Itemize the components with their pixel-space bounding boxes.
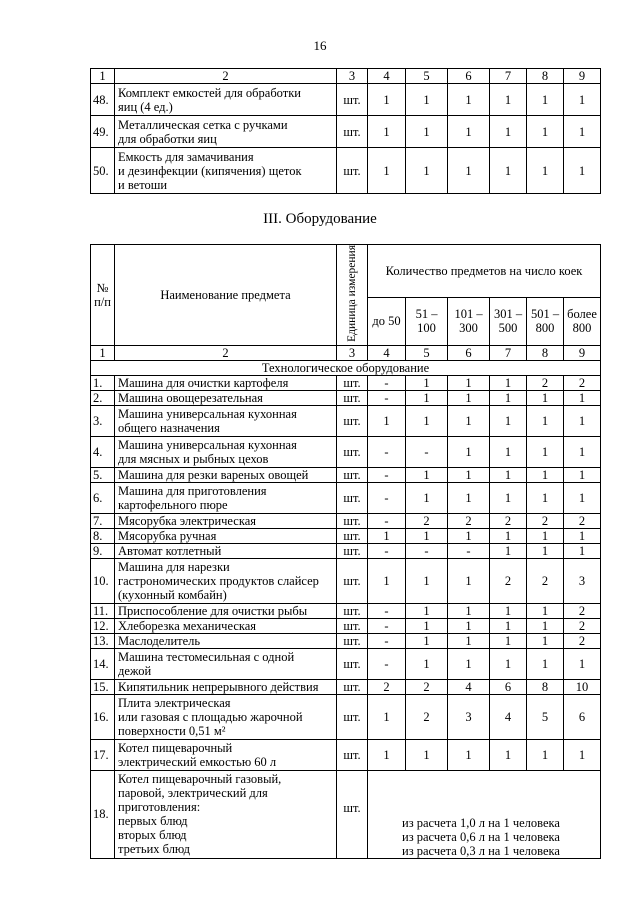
equipment-table xyxy=(90,244,601,859)
item-quantity: 1 xyxy=(448,375,490,390)
item-quantity: 6 xyxy=(490,679,527,694)
item-unit: шт. xyxy=(337,375,368,390)
continuation-table xyxy=(90,68,601,194)
item-name-line: Котел пищеварочный газовый, xyxy=(118,772,282,787)
item-quantity: 2 xyxy=(527,513,564,528)
section-title: III. Оборудование xyxy=(263,211,377,227)
column-index-cell: 7 xyxy=(490,345,527,360)
item-name-line: для обработки яиц xyxy=(118,131,217,146)
item-unit: шт. xyxy=(337,116,368,148)
item-quantity: 1 xyxy=(368,405,406,436)
item-quantity: 1 xyxy=(448,84,490,116)
item-name-line: паровой, электрический для xyxy=(118,786,268,801)
item-name-line: Приспособление для очистки рыбы xyxy=(118,603,308,618)
table-row xyxy=(91,770,601,858)
table-row xyxy=(91,618,601,633)
item-name-line: третьих блюд xyxy=(118,842,190,857)
item-quantity: 1 xyxy=(368,694,406,739)
item-quantity: 1 xyxy=(448,148,490,194)
item-quantity: 1 xyxy=(527,528,564,543)
column-index-cell: 6 xyxy=(448,69,490,84)
header-bed-range: более 800 xyxy=(564,297,601,345)
header-unit-text: Единица измерения xyxy=(346,245,358,342)
row-number: 2. xyxy=(91,390,115,405)
page-number: 16 xyxy=(313,38,327,53)
item-name xyxy=(115,513,337,528)
item-name-line: Машина для приготовления xyxy=(118,483,267,498)
item-quantity: - xyxy=(368,633,406,648)
item-quantity: 2 xyxy=(406,513,448,528)
item-unit: шт. xyxy=(337,739,368,770)
header-bed-range: 301 – 500 xyxy=(490,297,527,345)
row-number: 6. xyxy=(91,482,115,513)
table-row xyxy=(91,84,601,116)
item-quantity: 1 xyxy=(368,148,406,194)
capacity-formula: из расчета 0,3 л на 1 человека xyxy=(402,843,560,858)
item-quantity: 10 xyxy=(564,679,601,694)
item-name xyxy=(115,618,337,633)
item-name-line: Машина универсальная кухонная xyxy=(118,437,297,452)
item-name-line: и дезинфекции (кипячения) щеток xyxy=(118,163,302,178)
item-quantity: 1 xyxy=(490,543,527,558)
item-name-line: Машина для нарезки xyxy=(118,559,230,574)
item-name xyxy=(115,770,337,858)
row-number: 50. xyxy=(91,148,115,194)
row-number: 8. xyxy=(91,528,115,543)
item-quantity: 3 xyxy=(564,558,601,603)
item-quantity: 3 xyxy=(448,694,490,739)
item-quantity: 1 xyxy=(527,739,564,770)
item-quantity: 5 xyxy=(527,694,564,739)
item-quantity: 2 xyxy=(490,558,527,603)
item-unit: шт. xyxy=(337,84,368,116)
item-quantity: 1 xyxy=(448,633,490,648)
row-number: 16. xyxy=(91,694,115,739)
column-index-cell: 2 xyxy=(115,345,337,360)
item-unit: шт. xyxy=(337,436,368,467)
item-name-line: и ветоши xyxy=(118,177,168,192)
item-quantity: 2 xyxy=(564,513,601,528)
item-quantity: 1 xyxy=(406,648,448,679)
row-number: 15. xyxy=(91,679,115,694)
row-number: 48. xyxy=(91,84,115,116)
item-quantity: 2 xyxy=(368,679,406,694)
item-quantity: 1 xyxy=(368,116,406,148)
item-unit: шт. xyxy=(337,528,368,543)
item-quantity: 6 xyxy=(564,694,601,739)
item-unit: шт. xyxy=(337,543,368,558)
item-quantity: 1 xyxy=(406,84,448,116)
item-quantity: 1 xyxy=(564,390,601,405)
column-index-cell: 6 xyxy=(448,345,490,360)
column-index-cell: 9 xyxy=(564,69,601,84)
item-quantity: 1 xyxy=(527,543,564,558)
item-quantity: 1 xyxy=(564,148,601,194)
item-name-line: Кипятильник непрерывного действия xyxy=(118,679,319,694)
row-number: 5. xyxy=(91,467,115,482)
item-name xyxy=(115,648,337,679)
item-quantity: 1 xyxy=(448,558,490,603)
item-name-line: вторых блюд xyxy=(118,828,187,843)
item-quantity: 2 xyxy=(527,375,564,390)
item-name xyxy=(115,436,337,467)
column-index-cell: 1 xyxy=(91,345,115,360)
item-name xyxy=(115,528,337,543)
table-row xyxy=(91,648,601,679)
item-quantity: 2 xyxy=(564,618,601,633)
item-unit: шт. xyxy=(337,405,368,436)
item-name-line: Котел пищеварочный xyxy=(118,740,233,755)
column-index-cell: 5 xyxy=(406,69,448,84)
column-index-cell: 2 xyxy=(115,69,337,84)
row-number: 10. xyxy=(91,558,115,603)
column-index-cell: 3 xyxy=(337,69,368,84)
item-quantity: 1 xyxy=(406,603,448,618)
item-quantity: 1 xyxy=(564,405,601,436)
table-row xyxy=(91,528,601,543)
item-quantity: 1 xyxy=(406,467,448,482)
item-quantity: 1 xyxy=(490,482,527,513)
item-name-line: Машина для очистки картофеля xyxy=(118,375,289,390)
item-unit: шт. xyxy=(337,648,368,679)
item-unit: шт. xyxy=(337,633,368,648)
item-quantity: 1 xyxy=(448,618,490,633)
item-name xyxy=(115,375,337,390)
item-quantity: 1 xyxy=(490,467,527,482)
item-unit: шт. xyxy=(337,770,368,858)
item-quantity: - xyxy=(406,543,448,558)
item-name-line: Машина для резки вареных овощей xyxy=(118,467,309,482)
item-quantity: 1 xyxy=(527,148,564,194)
item-quantity: 1 xyxy=(406,528,448,543)
header-quantity: Количество предметов на число коек xyxy=(368,245,601,298)
item-quantity: 1 xyxy=(406,739,448,770)
item-quantity: 1 xyxy=(564,482,601,513)
item-quantity: 1 xyxy=(448,648,490,679)
item-quantity: 1 xyxy=(448,116,490,148)
row-number: 49. xyxy=(91,116,115,148)
table-row xyxy=(91,543,601,558)
item-quantity: 2 xyxy=(490,513,527,528)
item-quantity: 1 xyxy=(368,528,406,543)
item-quantity: 1 xyxy=(406,405,448,436)
table-row xyxy=(91,633,601,648)
row-number: 3. xyxy=(91,405,115,436)
item-quantity: 1 xyxy=(527,618,564,633)
column-index-cell: 3 xyxy=(337,345,368,360)
subcategory-title: Технологическое оборудование xyxy=(91,360,601,375)
item-unit: шт. xyxy=(337,148,368,194)
column-index-cell: 4 xyxy=(368,345,406,360)
item-quantity: 1 xyxy=(406,482,448,513)
item-name-line: яиц (4 ед.) xyxy=(118,99,173,114)
item-quantity: 1 xyxy=(527,648,564,679)
table-row xyxy=(91,679,601,694)
table-row xyxy=(91,436,601,467)
item-quantity: 1 xyxy=(448,436,490,467)
item-quantity: 2 xyxy=(448,513,490,528)
table-row xyxy=(91,482,601,513)
item-name-line: Металлическая сетка с ручками xyxy=(118,117,288,132)
capacity-formula: из расчета 1,0 л на 1 человека xyxy=(402,815,560,830)
item-quantity: 1 xyxy=(490,603,527,618)
item-quantity: 1 xyxy=(564,467,601,482)
item-quantity: 1 xyxy=(564,436,601,467)
header-unit xyxy=(337,245,368,346)
item-name-line: Емкость для замачивания xyxy=(118,149,254,164)
row-number: 11. xyxy=(91,603,115,618)
item-name-line: электрический емкостью 60 л xyxy=(118,754,277,769)
item-name-line: Комплект емкостей для обработки xyxy=(118,85,301,100)
item-quantity: - xyxy=(368,467,406,482)
row-number: 9. xyxy=(91,543,115,558)
item-quantity: 1 xyxy=(406,390,448,405)
item-quantity: 1 xyxy=(490,405,527,436)
item-name xyxy=(115,558,337,603)
item-name xyxy=(115,679,337,694)
item-quantity: 1 xyxy=(490,390,527,405)
item-name-line: Машина овощерезательная xyxy=(118,390,263,405)
item-quantity: - xyxy=(368,482,406,513)
item-quantity: 1 xyxy=(564,648,601,679)
item-quantity: 1 xyxy=(490,618,527,633)
item-quantity: 1 xyxy=(527,116,564,148)
item-quantity: 8 xyxy=(527,679,564,694)
column-index-cell: 4 xyxy=(368,69,406,84)
item-name xyxy=(115,482,337,513)
row-number: 1. xyxy=(91,375,115,390)
item-quantity: 1 xyxy=(490,84,527,116)
item-quantity: 1 xyxy=(527,436,564,467)
item-quantity: 2 xyxy=(564,375,601,390)
item-quantity: 1 xyxy=(448,603,490,618)
item-quantity: 1 xyxy=(490,633,527,648)
item-quantity: 4 xyxy=(490,694,527,739)
item-quantity: 1 xyxy=(406,148,448,194)
item-quantity: 1 xyxy=(564,528,601,543)
item-quantity: 1 xyxy=(406,633,448,648)
item-unit: шт. xyxy=(337,694,368,739)
item-unit: шт. xyxy=(337,603,368,618)
item-quantity: 1 xyxy=(448,405,490,436)
item-name-line: общего назначения xyxy=(118,420,220,435)
item-name-line: приготовления: xyxy=(118,800,201,815)
item-quantity: - xyxy=(406,436,448,467)
header-name: Наименование предмета xyxy=(115,245,337,346)
table-row xyxy=(91,558,601,603)
item-quantity: 1 xyxy=(448,482,490,513)
item-quantity: 1 xyxy=(490,148,527,194)
row-number: 18. xyxy=(91,770,115,858)
column-index-cell: 8 xyxy=(527,69,564,84)
item-unit: шт. xyxy=(337,679,368,694)
item-quantity: 1 xyxy=(406,116,448,148)
column-index-cell: 8 xyxy=(527,345,564,360)
table-row xyxy=(91,148,601,194)
item-name-line: для мясных и рыбных цехов xyxy=(118,451,269,466)
item-quantity: - xyxy=(368,390,406,405)
item-quantity: 2 xyxy=(406,679,448,694)
item-quantity: 1 xyxy=(527,633,564,648)
item-name xyxy=(115,633,337,648)
item-quantity: 1 xyxy=(448,390,490,405)
item-name xyxy=(115,543,337,558)
item-quantity: 1 xyxy=(527,603,564,618)
item-quantity: - xyxy=(368,436,406,467)
table-row xyxy=(91,375,601,390)
item-quantity: 2 xyxy=(406,694,448,739)
item-quantity: 1 xyxy=(527,467,564,482)
table-row xyxy=(91,467,601,482)
row-number: 13. xyxy=(91,633,115,648)
row-number: 17. xyxy=(91,739,115,770)
item-quantity: 1 xyxy=(406,375,448,390)
item-quantity: 1 xyxy=(368,558,406,603)
header-bed-range: до 50 xyxy=(368,297,406,345)
item-name-line: гастрономических продуктов слайсер xyxy=(118,573,319,588)
item-quantity: 4 xyxy=(448,679,490,694)
item-quantity: 1 xyxy=(448,739,490,770)
item-quantity: 1 xyxy=(564,739,601,770)
item-quantity: 1 xyxy=(368,739,406,770)
item-quantity: 1 xyxy=(490,436,527,467)
table-row xyxy=(91,603,601,618)
item-quantity: 2 xyxy=(527,558,564,603)
item-quantity: 2 xyxy=(564,633,601,648)
item-name xyxy=(115,739,337,770)
item-name-line: Мясорубка электрическая xyxy=(118,513,257,528)
item-quantity: 1 xyxy=(490,739,527,770)
item-unit: шт. xyxy=(337,467,368,482)
header-number: № п/п xyxy=(91,245,115,346)
item-quantity: 1 xyxy=(527,84,564,116)
item-quantity: 1 xyxy=(564,543,601,558)
item-unit: шт. xyxy=(337,618,368,633)
table-row xyxy=(91,405,601,436)
item-name xyxy=(115,694,337,739)
item-quantity: 1 xyxy=(527,390,564,405)
item-quantity: 1 xyxy=(490,648,527,679)
item-name-line: дежой xyxy=(118,663,152,678)
item-name-line: Хлеборезка механическая xyxy=(118,618,257,633)
item-name-line: Автомат котлетный xyxy=(118,543,222,558)
item-name xyxy=(115,390,337,405)
item-quantity: 2 xyxy=(564,603,601,618)
row-number: 14. xyxy=(91,648,115,679)
column-index-cell: 9 xyxy=(564,345,601,360)
item-quantity: - xyxy=(368,543,406,558)
item-quantity: 1 xyxy=(448,467,490,482)
item-name xyxy=(115,84,337,116)
item-name-line: картофельного пюре xyxy=(118,497,228,512)
item-name xyxy=(115,603,337,618)
row-number: 12. xyxy=(91,618,115,633)
item-name-line: поверхности 0,51 м² xyxy=(118,723,226,738)
item-quantity: 1 xyxy=(368,84,406,116)
item-quantity: 1 xyxy=(527,405,564,436)
item-name xyxy=(115,116,337,148)
item-quantity: - xyxy=(368,375,406,390)
item-unit: шт. xyxy=(337,482,368,513)
item-name-line: Мясорубка ручная xyxy=(118,528,217,543)
item-quantity: - xyxy=(368,618,406,633)
table-row xyxy=(91,513,601,528)
table-row xyxy=(91,694,601,739)
item-name xyxy=(115,467,337,482)
item-quantity: - xyxy=(368,648,406,679)
item-quantity: 1 xyxy=(448,528,490,543)
table-row xyxy=(91,390,601,405)
item-quantity: 1 xyxy=(490,375,527,390)
item-quantity: - xyxy=(448,543,490,558)
item-quantity: 1 xyxy=(527,482,564,513)
header-bed-range: 51 – 100 xyxy=(406,297,448,345)
header-bed-range: 501 – 800 xyxy=(527,297,564,345)
column-index-cell: 1 xyxy=(91,69,115,84)
item-unit: шт. xyxy=(337,558,368,603)
capacity-formula: из расчета 0,6 л на 1 человека xyxy=(402,829,560,844)
item-name xyxy=(115,405,337,436)
header-bed-range: 101 – 300 xyxy=(448,297,490,345)
item-quantity: 1 xyxy=(564,116,601,148)
item-quantity: 1 xyxy=(490,116,527,148)
item-quantity: 1 xyxy=(406,558,448,603)
item-quantity: 1 xyxy=(406,618,448,633)
table-row xyxy=(91,739,601,770)
item-unit: шт. xyxy=(337,513,368,528)
table-row xyxy=(91,116,601,148)
item-name-line: Машина тестомесильная с одной xyxy=(118,649,295,664)
row-number: 7. xyxy=(91,513,115,528)
item-name-line: или газовая с площадью жарочной xyxy=(118,709,303,724)
row-number: 4. xyxy=(91,436,115,467)
item-quantity: - xyxy=(368,513,406,528)
item-name-line: Плита электрическая xyxy=(118,695,231,710)
item-name-line: первых блюд xyxy=(118,814,188,829)
item-quantity: - xyxy=(368,603,406,618)
item-name-line: Машина универсальная кухонная xyxy=(118,406,297,421)
item-unit: шт. xyxy=(337,390,368,405)
column-index-cell: 7 xyxy=(490,69,527,84)
column-index-cell: 5 xyxy=(406,345,448,360)
item-name-line: Маслоделитель xyxy=(118,633,201,648)
item-name xyxy=(115,148,337,194)
item-name-line: (кухонный комбайн) xyxy=(118,587,227,602)
item-quantity: 1 xyxy=(490,528,527,543)
item-quantity: 1 xyxy=(564,84,601,116)
capacity-formulas xyxy=(368,770,601,858)
